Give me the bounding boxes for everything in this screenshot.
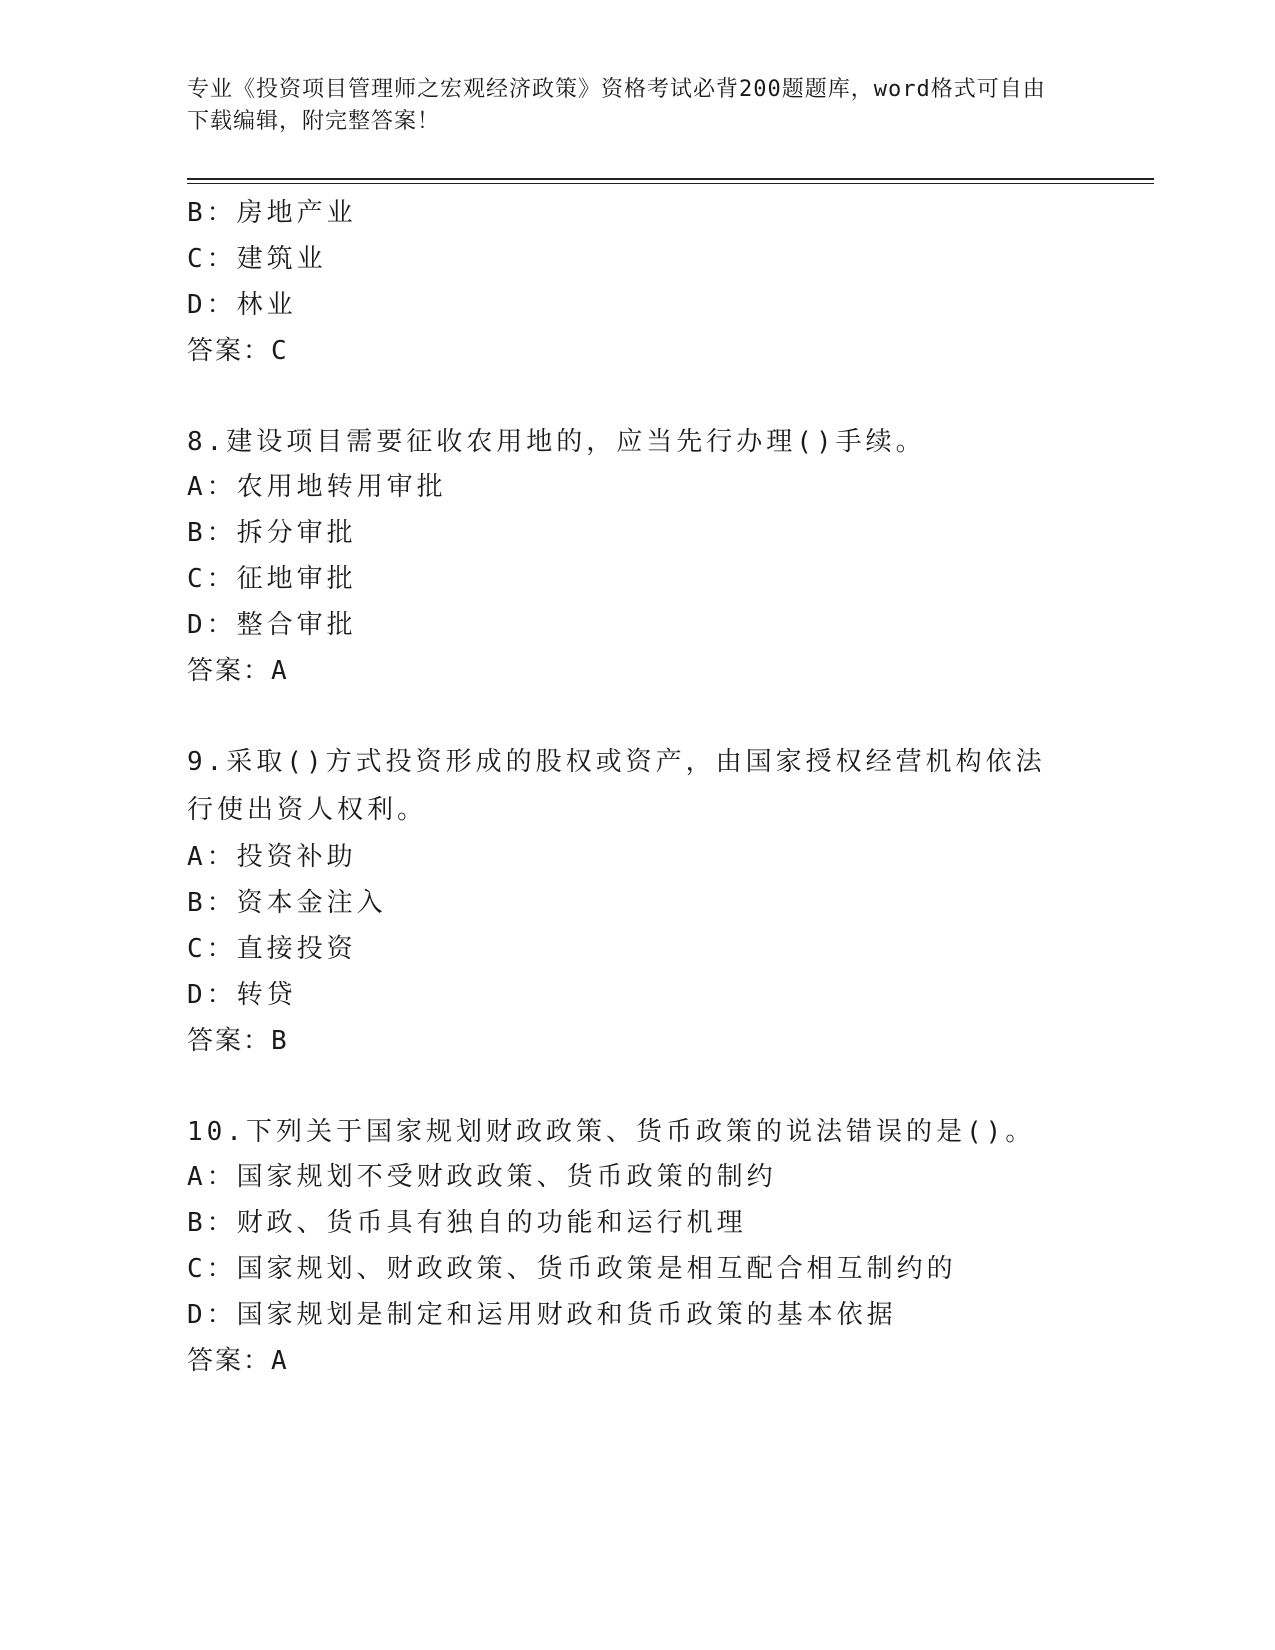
- option-d: D：国家规划是制定和运用财政和货币政策的基本依据: [187, 1300, 897, 1330]
- question-stem: 10.下列关于国家规划财政政策、货币政策的说法错误的是()。: [187, 1117, 1036, 1147]
- option-d: D：转贷: [187, 980, 297, 1010]
- question-stem: 9.采取()方式投资形成的股权或资产，由国家授权经营机构依法行使出资人权利。: [187, 747, 1046, 825]
- previous-question-tail: [187, 190, 1087, 374]
- spacer: [187, 374, 1087, 418]
- question-item: [187, 418, 1087, 694]
- option-c: C：征地审批: [187, 564, 357, 594]
- option-c: C：直接投资: [187, 934, 357, 964]
- option-c: C：建筑业: [187, 244, 327, 274]
- option-b: B：拆分审批: [187, 518, 357, 548]
- option-b: B：房地产业: [187, 198, 357, 228]
- option-d: D：整合审批: [187, 610, 357, 640]
- answer-line: 答案：C: [187, 336, 289, 366]
- question-stem: 8.建设项目需要征收农用地的，应当先行办理()手续。: [187, 427, 926, 457]
- answer-line: 答案：A: [187, 1346, 289, 1376]
- option-b: B：资本金注入: [187, 888, 387, 918]
- spacer: [187, 694, 1087, 738]
- option-a: A：农用地转用审批: [187, 472, 447, 502]
- option-c: C：国家规划、财政政策、货币政策是相互配合相互制约的: [187, 1254, 957, 1284]
- option-a: A：国家规划不受财政政策、货币政策的制约: [187, 1162, 777, 1192]
- question-item: [187, 1108, 1087, 1384]
- question-item: [187, 738, 1087, 1064]
- spacer: [187, 1064, 1087, 1108]
- answer-line: 答案：A: [187, 656, 289, 686]
- question-list: [187, 190, 1087, 1384]
- document-header: 专业《投资项目管理师之宏观经济政策》资格考试必背200题题库，word格式可自由下载编辑，附完整答案！: [187, 77, 1046, 134]
- option-a: A：投资补助: [187, 842, 357, 872]
- option-d: D：林业: [187, 290, 297, 320]
- header-divider: [187, 178, 1154, 184]
- answer-line: 答案：B: [187, 1026, 289, 1056]
- option-b: B：财政、货币具有独自的功能和运行机理: [187, 1208, 747, 1238]
